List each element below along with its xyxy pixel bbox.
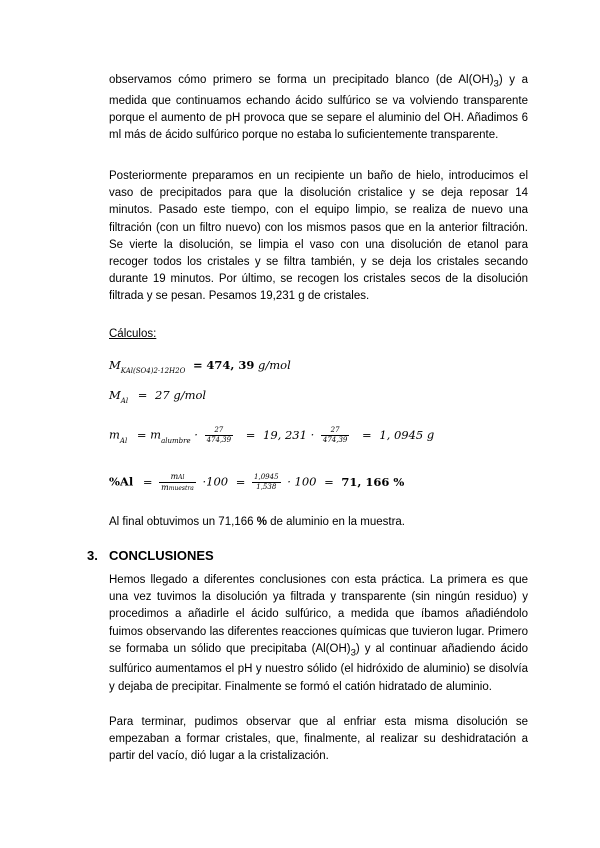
- section-title: CONCLUSIONES: [109, 548, 214, 563]
- section-number: 3.: [87, 548, 98, 563]
- paragraph-crystallization: Posteriormente preparamos en un recipiente un baño de hielo, introducimos el vaso de precipitados para que la disolución cristalice y se deja reposar 14 minutos. Pasado este tiempo, con el equipo limpio, se realiza de nuevo una filtración (con un filtro nuevo) con los mismos pasos que en la anterior filtración. Se vierte la disolución, se limpia el vaso con una disolución de etanol para recoger todos los cristales y se filtra también, y se deja los cristales secando durante 19 minutos. Por último, se recogen los cristales secos de la disolución filtrada y se pesan. Pesamos 19,231 g de cristales.: [109, 170, 528, 303]
- paragraph-final: Para terminar, pudimos observar que al enfriar esta misma disolución se empezaban a formar cristales, que, finalmente, al realizar su deshidratación a partir del vacío, dió lugar a la cristalización.: [109, 716, 528, 763]
- calc-heading: Cálculos:: [109, 328, 157, 340]
- subscript: 3: [493, 78, 499, 90]
- paragraph-conclusions: Hemos llegado a diferentes conclusiones con esta práctica. La primera es que una vez tuvimos la disolución ya filtrada y transparente (sin ningún residuo) y procedimos a añadirle el ácido sulfúrico, a medida que íbamos añadiéndolo fuimos observando las diferentes reacciones químicas que tuvieron lugar. Primero se formaba un sólido que precipitaba $(Al(OH)_3)$ y al continuar añadiendo ácido sulfúrico aumentamos el pH y nuestro sólido (el hidróxido de aluminio) se disolvía y dejaba de precipitar. Finalmente se formó el catión hidratado de aluminio.: [109, 574, 528, 693]
- equation-molar-mass-alum: $M_{KAl(SO4)2\cdot 12H2O} = 474$, 39 g/mol: [109, 358, 291, 375]
- equation-mass-al: $m_{Al} = m_{alumbre}$ · $\frac{27}{474,39}$ = 19, 231 · $\frac{27}{474,39}$ = 1, 0945 g: [109, 426, 435, 445]
- result-sentence: Al final obtuvimos un 71,166 % de aluminio en la muestra.: [109, 516, 405, 528]
- section-heading: [87, 548, 214, 563]
- equation-percent-al: %Al = $\frac{\text{mAl}}{\text{mmuestra}}$ ·100 = $\frac{1,0945}{1,538}$ · 100 = 71, 166 %: [109, 472, 405, 492]
- equation-molar-mass-al: $M_{Al} = 27$ g/mol: [109, 388, 207, 405]
- subscript: 3: [350, 647, 356, 659]
- paragraph-precipitate: observamos cómo primero se forma un precipitado blanco (de $Al(OH)_3$) y a medida que continuamos echando ácido sulfúrico se va volviendo transparente porque el aumento de pH provoca que se separe el aluminio del OH. Añadimos 6 ml más de ácido sulfúrico porque no estaba lo suficientemente transparente.: [109, 74, 528, 141]
